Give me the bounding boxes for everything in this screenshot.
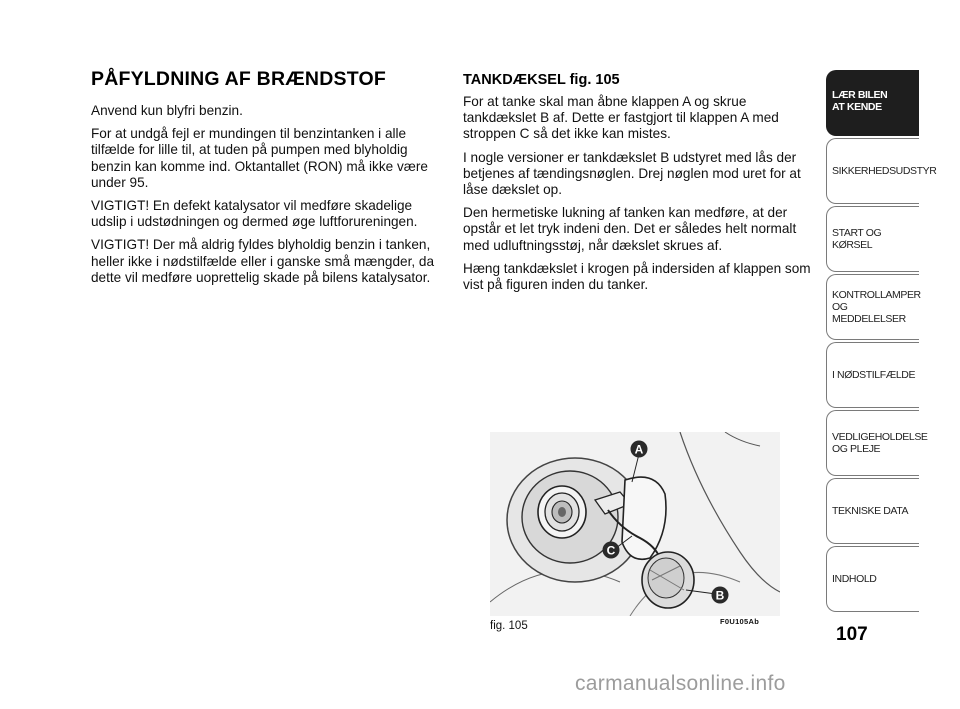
page-number: 107 xyxy=(836,624,868,645)
fuel-cap-illustration xyxy=(490,432,780,616)
tab-start-og-korsel[interactable]: START OG KØRSEL xyxy=(826,206,919,272)
label-a: A xyxy=(634,442,644,457)
right-column xyxy=(463,68,813,300)
paragraph: I nogle versioner er tankdækslet B udstyret med lås der betjenes af tændingsnøglen. Drej nøglen mod uret for at låse dækslet op. xyxy=(463,149,801,198)
paragraph: For at undgå fejl er mundingen til benzintanken i alle tilfælde for lille til, at tuden på pumpen med blyholdig benzin kan komme ind. Oktantallet (RON) må ikke være under 95. xyxy=(91,126,428,190)
paragraph: VIGTIGT! En defekt katalysator vil medføre skadelige udslip i udstødningen og dermed øge luftforureningen. xyxy=(91,198,418,230)
tab-vedligeholdelse[interactable]: VEDLIGEHOLDELSE OG PLEJE xyxy=(826,410,919,476)
tab-laer-bilen-at-kende[interactable]: LÆR BILEN AT KENDE xyxy=(826,70,919,136)
section-title: PÅFYLDNING AF BRÆNDSTOF xyxy=(91,68,386,90)
label-c: C xyxy=(606,543,616,558)
tab-kontrollamper[interactable]: KONTROLLAMPER OG MEDDELELSER xyxy=(826,274,919,340)
subsection-heading: TANKDÆKSEL fig. 105 xyxy=(463,72,620,88)
paragraph: VIGTIGT! Der må aldrig fyldes blyholdig benzin i tanken, heller ikke i nødstilfælde eller i ganske små mængder, da dette vil medføre uoprettelig skade på bilens katalysator. xyxy=(91,237,435,285)
left-column xyxy=(91,68,446,293)
figure-code: F0U105Ab xyxy=(720,617,760,626)
watermark: carmanualsonline.info xyxy=(575,672,786,695)
tab-tekniske-data[interactable]: TEKNISKE DATA xyxy=(826,478,919,544)
fuel-cap-drawing xyxy=(490,432,780,616)
figure-caption: fig. 105 xyxy=(490,620,528,632)
tab-i-nodstilfaelde[interactable]: I NØDSTILFÆLDE xyxy=(826,342,919,408)
paragraph: Den hermetiske lukning af tanken kan medføre, at der opstår et let tryk indeni den. Det er således helt normalt med udluftningsstøj, når dækslet skrues af. xyxy=(463,205,797,253)
paragraph: For at tanke skal man åbne klappen A og skrue tankdækslet B af. Dette er fastgjort til klappen A med stroppen C så det ikke kan mistes. xyxy=(463,94,779,142)
label-b: B xyxy=(715,588,725,603)
tab-indhold[interactable]: INDHOLD xyxy=(826,546,919,612)
tab-sikkerhedsudstyr[interactable]: SIKKERHEDSUDSTYR xyxy=(826,138,919,204)
paragraph: Anvend kun blyfri benzin. xyxy=(91,103,243,118)
chapter-tabs xyxy=(826,70,937,614)
paragraph: Hæng tankdækslet i krogen på indersiden af klappen som vist på figuren inden du tanker. xyxy=(463,260,811,293)
